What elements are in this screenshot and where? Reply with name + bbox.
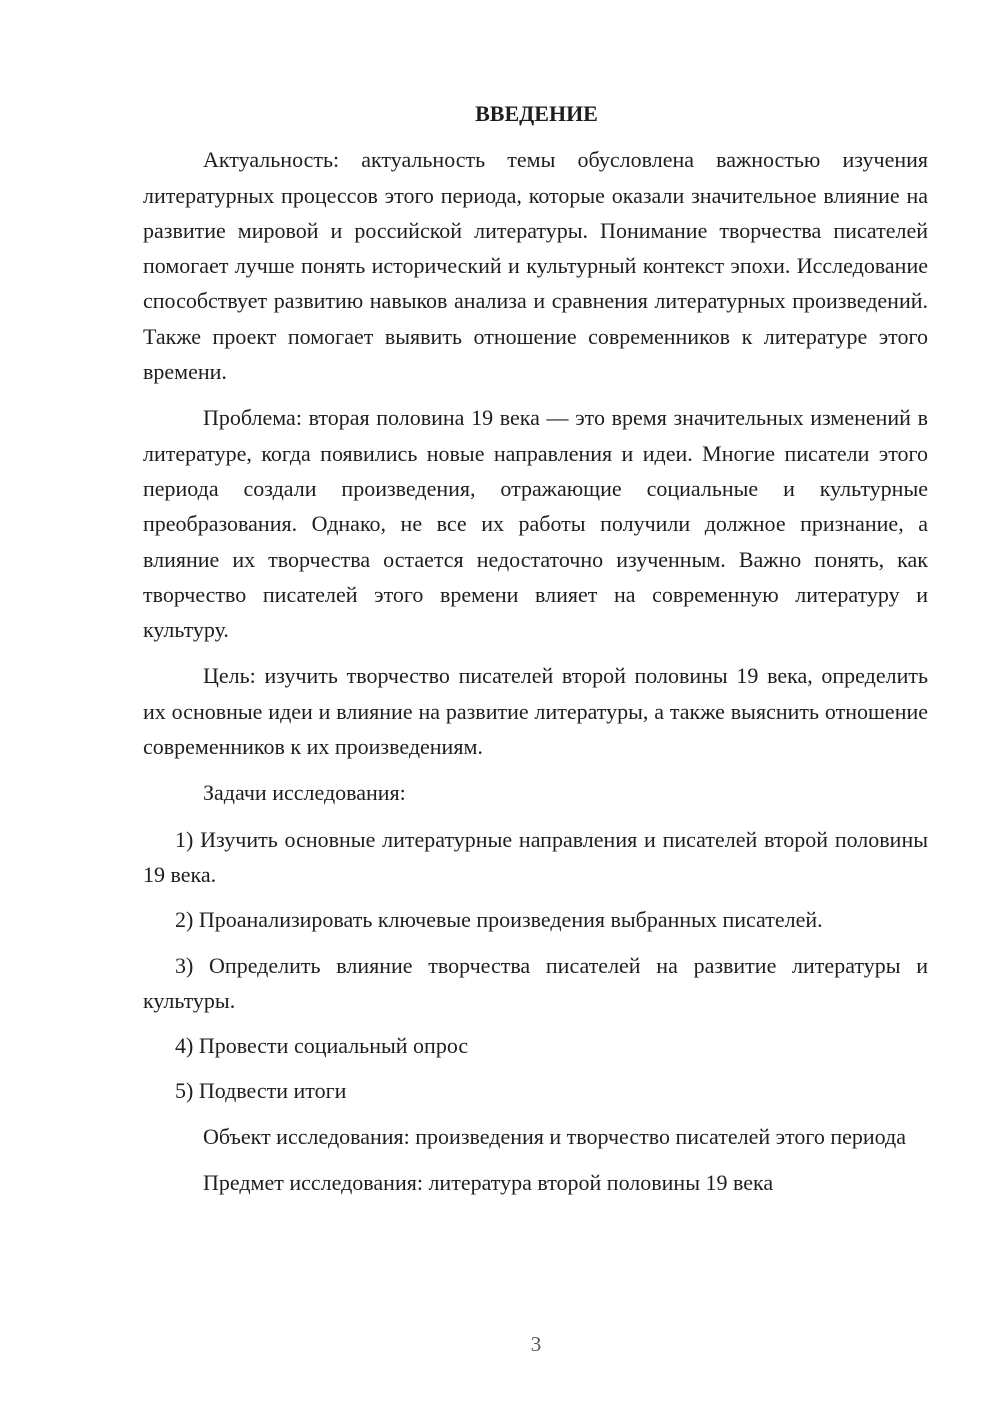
document-page (143, 96, 928, 1211)
tasks-heading: Задачи исследования: (203, 780, 406, 806)
list-item: 5) Подвести итоги (175, 1078, 347, 1104)
list-item: 4) Провести социальный опрос (175, 1033, 469, 1059)
page-title: ВВЕДЕНИЕ (475, 101, 598, 126)
problem-paragraph: Проблема: вторая половина 19 века — это время значительных изменений в литературе, когда появились новые направления и идеи. Многие писатели этого периода создали произведения, отражающие социальные и культурные преобразования. Однако, не все их работы получили должное признание, а влияние их творчества остается недостаточно изученным. Важно понять, как творчество писателей этого времени влияет на современную литературу и культуру. (143, 405, 928, 643)
subject-paragraph: Предмет исследования: литература второй половины 19 века (203, 1170, 774, 1196)
object-paragraph: Объект исследования: произведения и творчество писателей этого периода (203, 1123, 906, 1149)
page-number: 3 (530, 1332, 542, 1356)
goal-paragraph: Цель: изучить творчество писателей второй половины 19 века, определить их основные идеи и влияние на развитие литературы, а также выяснить отношение современников к их произведениям. (143, 663, 928, 760)
list-item: 3) Определить влияние творчества писателей на развитие литературы и культуры. (143, 952, 928, 1013)
list-item: 1) Изучить основные литературные направления и писателей второй половины 19 века. (143, 826, 928, 887)
tasks-list (143, 822, 928, 1109)
relevance-paragraph: Актуальность: актуальность темы обусловлена важностью изучения литературных процессов этого периода, которые оказали значительное влияние на развитие мировой и российской литературы. Понимание творчества писателей помогает лучше понять исторический и культурный контекст эпохи. Исследование способствует развитию навыков анализа и сравнения литературных произведений. Также проект помогает выявить отношение современников к литературе этого времени. (143, 147, 928, 385)
list-item: 2) Проанализировать ключевые произведения выбранных писателей. (175, 907, 823, 933)
